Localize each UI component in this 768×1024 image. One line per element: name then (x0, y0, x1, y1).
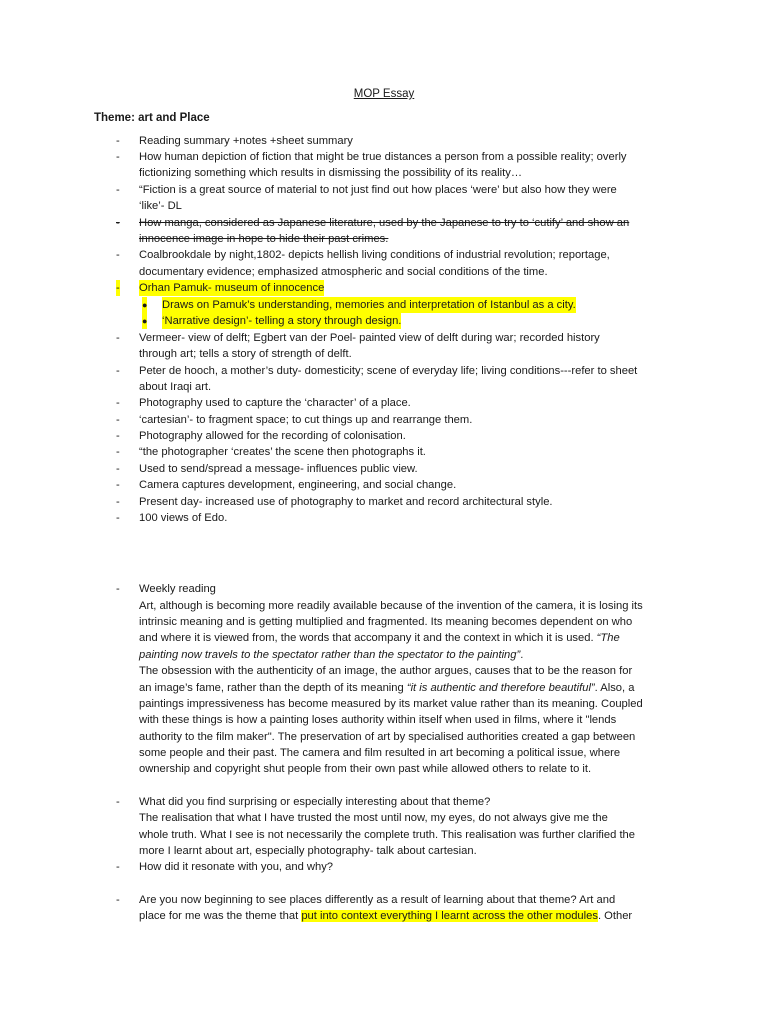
bullet-icon: ● (142, 313, 147, 329)
paragraph-line: paintings impressiveness has become measured by its market value rather than its meaning. Coupled (139, 698, 643, 710)
list-item: Photography allowed for the recording of colonisation. (139, 430, 406, 442)
list-dash: - (116, 430, 120, 442)
document-title: MOP Essay (353, 88, 415, 100)
list-item: “the photographer ‘creates’ the scene then photographs it. (139, 446, 426, 458)
list-dash: - (116, 796, 120, 808)
quote-run: “it is authentic and therefore beautiful” (406, 682, 595, 694)
list-dash: - (116, 280, 120, 296)
list-item: Coalbrookdale by night,1802- depicts hellish living conditions of industrial revolution; reportage, (139, 249, 610, 261)
list-item: ‘cartesian’- to fragment space; to cut things up and rearrange them. (139, 414, 473, 426)
paragraph-line: The realisation that what I have trusted the most until now, my eyes, do not always give me the (139, 812, 608, 824)
text-run: . (520, 649, 524, 661)
highlighted-sub-item: ‘Narrative design’- telling a story through design. (162, 313, 401, 329)
text-run: an image’s fame, rather than the depth of its meaning (139, 682, 407, 694)
paragraph-line: The obsession with the authenticity of an image, the author argues, causes that to be the reason for (139, 665, 633, 677)
list-item: Photography used to capture the ‘character’ of a place. (139, 397, 411, 409)
list-item-cont: ‘like’- DL (139, 200, 182, 212)
weekly-reading-heading: Weekly reading (139, 583, 216, 595)
list-dash: - (116, 217, 120, 229)
list-dash: - (116, 583, 120, 595)
highlighted-list-item: Orhan Pamuk- museum of innocence (139, 280, 324, 296)
list-item-cont: documentary evidence; emphasized atmospheric and social conditions of the time. (139, 266, 548, 278)
list-dash: - (116, 365, 120, 377)
struck-list-item-cont: innocence image in hope to hide their past crimes. (139, 233, 389, 245)
highlighted-sub-item: Draws on Pamuk’s understanding, memories and interpretation of Istanbul as a city. (162, 297, 576, 313)
text-run: place for me was the theme that (139, 910, 302, 922)
list-dash: - (116, 332, 120, 344)
text-run: and where it is viewed from, the words that accompany it and the context in which it is used. (139, 632, 597, 644)
list-dash: - (116, 496, 120, 508)
paragraph-line: Art, although is becoming more readily available because of the invention of the camera, it is losing its (139, 600, 643, 612)
quote-run: painting now travels to the spectator rather than the spectator to the painting” (139, 649, 521, 661)
list-dash: - (116, 184, 120, 196)
question-line: How did it resonate with you, and why? (139, 861, 334, 873)
list-item: Vermeer- view of delft; Egbert van der Poel- painted view of delft during war; recorded history (139, 332, 600, 344)
paragraph-line: ownership and copyright shut people from their own past while allowed others to relate to it. (139, 763, 592, 775)
question-line: What did you find surprising or especially interesting about that theme? (139, 796, 491, 808)
theme-heading: Theme: art and Place (94, 112, 210, 124)
text-run: . Also, a (594, 682, 635, 694)
text-run: . Other (597, 910, 633, 922)
paragraph-line (139, 647, 523, 663)
list-item: “Fiction is a great source of material to not just find out how places ‘were’ but also how they were (139, 184, 617, 196)
question-line: Are you now beginning to see places differently as a result of learning about that theme? Art and (139, 894, 616, 906)
list-dash: - (116, 479, 120, 491)
paragraph-line (139, 680, 634, 696)
list-dash: - (116, 249, 120, 261)
list-item: 100 views of Edo. (139, 512, 228, 524)
list-item-cont: through art; tells a story of strength of delft. (139, 348, 352, 360)
bullet-icon: ● (142, 297, 147, 313)
list-dash: - (116, 894, 120, 906)
list-dash: - (116, 414, 120, 426)
list-dash: - (116, 861, 120, 873)
list-item: Peter de hooch, a mother’s duty- domesticity; scene of everyday life; living conditions---refer to sheet (139, 365, 638, 377)
paragraph-line: more I learnt about art, especially photography- talk about cartesian. (139, 845, 477, 857)
list-item-cont: about Iraqi art. (139, 381, 212, 393)
list-dash: - (116, 512, 120, 524)
list-dash: - (116, 151, 120, 163)
paragraph-line: whole truth. What I see is not necessarily the complete truth. This realisation was further clarified the (139, 829, 636, 841)
list-item: Camera captures development, engineering, and social change. (139, 479, 457, 491)
paragraph-line: some people and their past. The camera and film resulted in art becoming a political issue, where (139, 747, 621, 759)
list-item: Present day- increased use of photography to market and record architectural style. (139, 496, 553, 508)
list-item-cont: fictionizing something which results in dismissing the possibility of its reality… (139, 167, 523, 179)
highlighted-text: put into context everything I learnt across the other modules (301, 910, 598, 922)
struck-list-item: How manga, considered as Japanese literature, used by the Japanese to try to ‘cutify’ and show an (139, 217, 630, 229)
paragraph-line: with these things is how a painting loses authority within itself when used in films, where it "lends (139, 714, 617, 726)
list-dash: - (116, 135, 120, 147)
list-item: Reading summary +notes +sheet summary (139, 135, 353, 147)
paragraph-line: authority to the film maker". The preservation of art by specialised authorities created a gap between (139, 731, 636, 743)
quote-run: “The (596, 632, 620, 644)
list-dash: - (116, 446, 120, 458)
list-item: How human depiction of fiction that might be true distances a person from a possible reality; overly (139, 151, 627, 163)
paragraph-line: intrinsic meaning and is getting multiplied and fragmented. Its meaning becomes dependent on who (139, 616, 633, 628)
list-dash: - (116, 397, 120, 409)
paragraph-line (139, 908, 632, 924)
paragraph-line (139, 630, 620, 646)
list-item: Used to send/spread a message- influences public view. (139, 463, 418, 475)
list-dash: - (116, 463, 120, 475)
